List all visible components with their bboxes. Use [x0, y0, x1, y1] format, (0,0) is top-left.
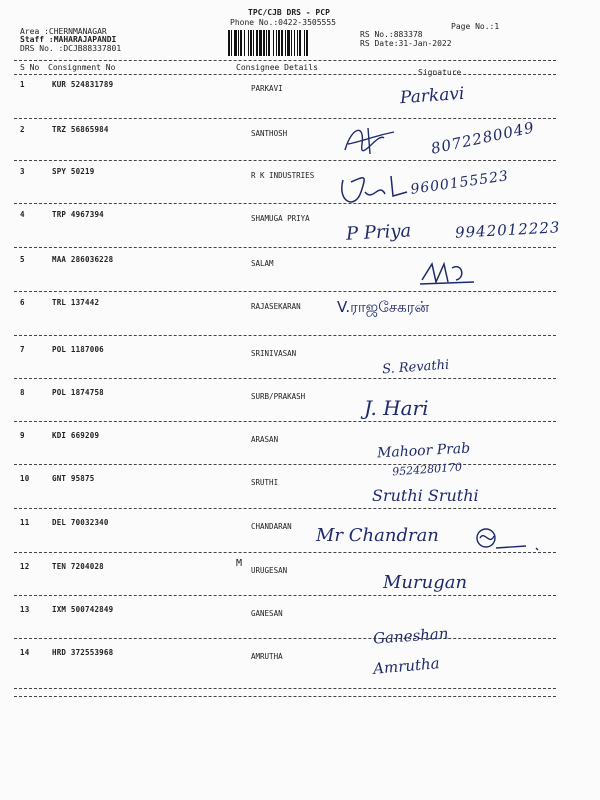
- row-divider: [14, 508, 556, 509]
- row-sno: 13: [20, 605, 30, 614]
- barcode-bar: [281, 30, 283, 56]
- rs-date: RS Date:31-Jan-2022: [360, 39, 452, 48]
- signature-row-10: Sruthi Sruthi: [372, 486, 479, 505]
- row-divider: [14, 160, 556, 161]
- barcode-bar: [287, 30, 290, 56]
- signature-row-7: S. Revathi: [381, 357, 450, 378]
- signature-row-1: Parkavi: [399, 83, 466, 109]
- row-sno: 1: [20, 80, 25, 89]
- row-sno: 11: [20, 518, 30, 527]
- barcode-bar: [268, 30, 270, 56]
- barcode-bar: [278, 30, 280, 56]
- row-sno: 12: [20, 562, 30, 571]
- row-sno: 4: [20, 210, 25, 219]
- col-consignment: Consignment No: [48, 63, 116, 72]
- row-consignment-number: TRZ 56865984: [52, 125, 109, 134]
- row-sno: 3: [20, 167, 25, 176]
- table-end-divider: [14, 696, 556, 697]
- header-divider-top: [14, 60, 556, 61]
- area-label: Area :CHERNMANAGAR: [20, 27, 107, 36]
- scribble-mark: [335, 172, 415, 212]
- signature-row-11: Mr Chandran: [316, 525, 439, 546]
- barcode-bar: [294, 30, 295, 56]
- barcode: [228, 30, 351, 56]
- signature-row-2: [340, 122, 400, 162]
- row-sno: 8: [20, 388, 25, 397]
- row-sno: 9: [20, 431, 25, 440]
- signature-row-9: Mahoor Prab: [376, 440, 471, 462]
- barcode-bar: [253, 30, 254, 56]
- row-consignee-name: GANESAN: [251, 609, 283, 618]
- barcode-bar: [231, 30, 232, 56]
- signature-row-4-number: 9942012223: [454, 218, 561, 242]
- row-consignment-number: HRD 372553968: [52, 648, 114, 657]
- row-divider: [14, 464, 556, 465]
- header-divider-bottom: [14, 74, 556, 75]
- barcode-bar: [228, 30, 230, 56]
- row-consignee-name: CHANDARAN: [251, 522, 292, 531]
- row-divider: [14, 118, 556, 119]
- row-consignment-number: GNT 95875: [52, 474, 95, 483]
- row-consignment-number: TRP 4967394: [52, 210, 104, 219]
- row-consignee-name: URUGESAN: [251, 566, 288, 575]
- row-divider: [14, 421, 556, 422]
- signature-row-8: J. Hari: [364, 396, 429, 420]
- signature-row-12: Murugan: [383, 572, 468, 593]
- barcode-bar: [285, 30, 286, 56]
- row-consignee-name: SURB/PRAKASH: [251, 392, 306, 401]
- row-divider: [14, 335, 556, 336]
- signature-row-3-number: 9600155523: [409, 168, 510, 198]
- signature-row-5: [418, 258, 478, 292]
- row-divider: [14, 638, 556, 639]
- signature-row-9-number: 9524280170: [391, 460, 463, 479]
- row-consignee-name: R K INDUSTRIES: [251, 171, 315, 180]
- signature-row-14: Amrutha: [372, 654, 441, 678]
- barcode-bar: [291, 30, 292, 56]
- barcode-bar: [276, 30, 277, 56]
- barcode-bar: [234, 30, 237, 56]
- scribble-mark: [340, 122, 400, 158]
- barcode-bar: [297, 30, 298, 56]
- row-consignment-number: TRL 137442: [52, 298, 100, 307]
- row-divider: [14, 595, 556, 596]
- row-consignee-name: SRINIVASAN: [251, 349, 297, 358]
- row-consignee-name: SALAM: [251, 259, 274, 268]
- report-title: TPC/CJB DRS - PCP: [248, 8, 330, 17]
- row-consignment-number: IXM 500742849: [52, 605, 114, 614]
- barcode-bar: [240, 30, 242, 56]
- row-consignment-number: TEN 7204028: [52, 562, 104, 571]
- row-consignee-name: RAJASEKARAN: [251, 302, 301, 311]
- barcode-bar: [238, 30, 239, 56]
- row-sno: 14: [20, 648, 30, 657]
- row-consignee-name: PARKAVI: [251, 84, 283, 93]
- barcode-bar: [256, 30, 258, 56]
- page-number: Page No.:1: [451, 22, 500, 31]
- row-sno: 10: [20, 474, 30, 483]
- row-divider: [14, 247, 556, 248]
- scribble-mark: [474, 528, 544, 552]
- row-consignment-number: KUR 524831789: [52, 80, 114, 89]
- signature-row-4: P Priya: [345, 220, 412, 245]
- staff-label: Staff :MAHARAJAPANDI: [20, 35, 117, 44]
- drs-number: DRS No. :DCJB88337801: [20, 44, 122, 53]
- col-signature: Signature: [418, 68, 462, 77]
- row-sno: 7: [20, 345, 25, 354]
- row-consignee-name: SRUTHI: [251, 478, 279, 487]
- scribble-mark: [418, 258, 478, 288]
- row-divider: [14, 378, 556, 379]
- barcode-bar: [250, 30, 252, 56]
- signature-row-6: V.ராஜசேகரன்: [337, 298, 430, 316]
- barcode-bar: [273, 30, 274, 56]
- signature-row-2-number: 8072280049: [429, 118, 537, 158]
- col-sno: S No: [20, 63, 40, 72]
- barcode-bar: [263, 30, 265, 56]
- row-consignee-name: SANTHOSH: [251, 129, 288, 138]
- signature-row-11-initials: [474, 528, 544, 556]
- barcode-bar: [248, 30, 249, 56]
- barcode-bar: [259, 30, 262, 56]
- row-consignee-name: SHAMUGA PRIYA: [251, 214, 310, 223]
- barcode-bar: [306, 30, 308, 56]
- barcode-bar: [299, 30, 301, 56]
- row-consignee-name: ARASAN: [251, 435, 279, 444]
- row-divider: [14, 688, 556, 689]
- row-consignment-number: POL 1874758: [52, 388, 104, 397]
- row-handwritten-mark: M: [236, 558, 243, 569]
- row-sno: 5: [20, 255, 25, 264]
- barcode-bar: [304, 30, 305, 56]
- col-consignee: Consignee Details: [236, 63, 318, 72]
- rs-number: RS No.:883378: [360, 30, 423, 39]
- row-consignment-number: KDI 669209: [52, 431, 100, 440]
- signature-row-3: [335, 172, 415, 216]
- row-divider: [14, 203, 556, 204]
- row-consignment-number: DEL 70032340: [52, 518, 109, 527]
- phone-number: Phone No.:0422-3505555: [230, 18, 336, 27]
- barcode-bar: [244, 30, 245, 56]
- row-consignment-number: SPY 50219: [52, 167, 95, 176]
- row-consignment-number: POL 1187006: [52, 345, 104, 354]
- row-sno: 6: [20, 298, 25, 307]
- row-sno: 2: [20, 125, 25, 134]
- row-consignment-number: MAA 286036228: [52, 255, 114, 264]
- signature-row-13: Ganeshan: [372, 624, 450, 648]
- row-consignee-name: AMRUTHA: [251, 652, 283, 661]
- barcode-bar: [266, 30, 267, 56]
